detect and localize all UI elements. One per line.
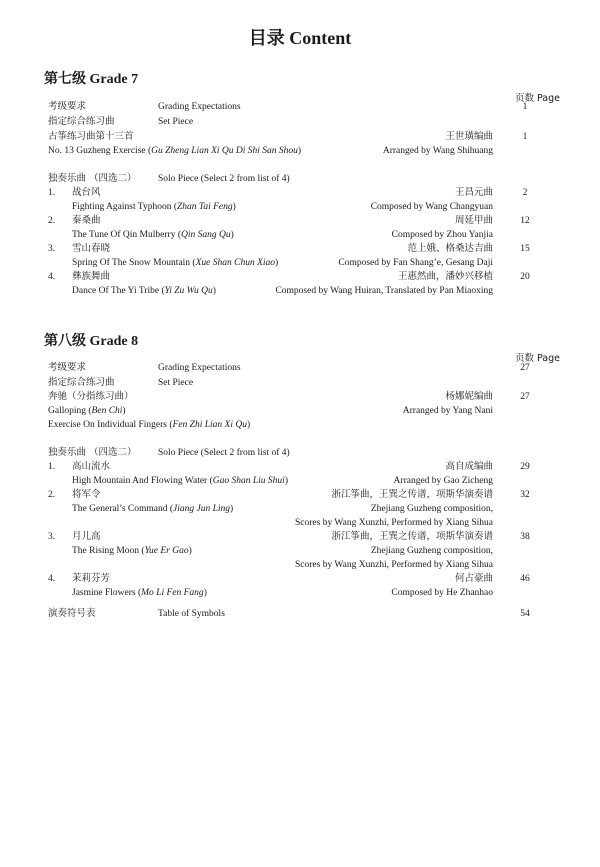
toc-row-set-piece-en [0,404,600,418]
credit-en-line2: Scores by Wang Xunzhi, Performed by Xiang Sihua [295,518,493,528]
toc-row-solo[interactable] [0,186,600,200]
toc-row-solo[interactable] [0,460,600,474]
grading-zh: 考级要求 [48,362,87,373]
item-number: 4. [48,574,56,584]
page-number: 2 [522,188,528,198]
grade-8-heading: 第八级 Grade 8 [44,334,139,349]
piece-title-en: Spring Of The Snow Mountain (Xue Shan Chun Xiao) [72,258,279,268]
piece-title-en: The Rising Moon (Yue Er Gao) [72,546,192,556]
toc-row-grading[interactable] [0,100,600,114]
credit-zh: 高自成编曲 [445,461,493,472]
toc-row-solo[interactable] [0,530,600,544]
item-number: 1. [48,188,56,198]
page-title: 目录 Content [248,28,352,48]
piece-title-zh: 将军令 [72,489,101,500]
credit-zh: 周延甲曲 [454,215,493,226]
piece-title-en: The General’s Command (Jiang Jun Ling) [72,504,234,514]
toc-row-solo-en [0,200,600,214]
page-number: 15 [520,244,530,254]
piece-title-en: Galloping (Ben Chi) [48,406,126,416]
page-number: 54 [520,609,530,619]
piece-title-en: Jasmine Flowers (Mo Li Fen Fang) [72,588,207,598]
piece-title-zh: 古筝练习曲第十三首 [48,131,134,142]
toc-row-solo[interactable] [0,242,600,256]
grading-en: Grading Expectations [158,102,241,112]
credit-zh: 王昌元曲 [454,187,493,198]
piece-title-zh: 雪山春晓 [72,243,111,254]
toc-row-solo[interactable] [0,572,600,586]
solo-zh: 独奏乐曲 （四选二） [48,447,137,458]
toc-row-solo-en [0,474,600,488]
set-piece-en: Set Piece [158,117,194,127]
toc-row-symbols[interactable] [0,607,600,621]
credit-en: Composed by Fan Shang’e, Gesang Daji [338,258,493,268]
piece-title-zh: 奔驰（分指练习曲） [48,391,134,402]
credit-en-line2: Scores by Wang Xunzhi, Performed by Xiang Sihua [295,560,493,570]
item-number: 2. [48,216,56,226]
solo-en: Solo Piece (Select 2 from list of 4) [158,174,290,184]
piece-title-zh: 秦桑曲 [72,215,101,226]
grade-7-heading: 第七级 Grade 7 [44,72,139,87]
toc-row-set-piece-label [0,376,600,390]
piece-subtitle-en: Exercise On Individual Fingers (Fen Zhi Lian Xi Qu) [48,420,251,430]
page-column-header: 页数 Page [514,93,560,104]
piece-title-zh: 月儿高 [72,531,101,542]
credit-en: Composed by Zhou Yanjia [391,230,493,240]
piece-title-zh: 战台风 [72,187,101,198]
toc-row-solo-en2 [0,516,600,530]
piece-title-en: Fighting Against Typhoon (Zhan Tai Feng) [72,202,236,212]
item-number: 3. [48,532,56,542]
page-number: 1 [522,132,528,142]
toc-row-grading[interactable] [0,361,600,375]
credit-en: Arranged by Wang Shihuang [382,146,493,156]
item-number: 1. [48,462,56,472]
toc-row-solo[interactable] [0,270,600,284]
toc-row-solo-en [0,586,600,600]
page-number: 20 [520,272,530,282]
toc-row-set-piece-label [0,115,600,129]
page-number: 38 [520,532,530,542]
credit-en: Zhejiang Guzheng composition, [370,504,493,514]
piece-title-zh: 彝族舞曲 [72,271,111,282]
item-number: 3. [48,244,56,254]
toc-row-solo-en [0,284,600,298]
credit-zh: 何占豪曲 [454,573,493,584]
item-number: 4. [48,272,56,282]
credit-zh: 王世璜编曲 [445,131,493,142]
set-piece-en: Set Piece [158,378,194,388]
page-column-header: 页数 Page [514,353,560,364]
toc-row-set-piece-en2 [0,418,600,432]
page-number: 32 [520,490,530,500]
piece-title-en: Dance Of The Yi Tribe (Yi Zu Wu Qu) [72,286,216,296]
credit-en: Arranged by Yang Nani [402,406,493,416]
page-number: 1 [522,102,528,112]
toc-row-solo-label [0,446,600,460]
page-number: 46 [520,574,530,584]
credit-en: Composed by He Zhanhao [391,588,493,598]
symbols-en: Table of Symbols [158,609,225,619]
piece-title-zh: 茉莉芬芳 [72,573,111,584]
piece-title-en: No. 13 Guzheng Exercise (Gu Zheng Lian Xi Qu Di Shi San Shou) [48,146,302,156]
grading-zh: 考级要求 [48,101,87,112]
page-number: 29 [520,462,530,472]
credit-en: Composed by Wang Changyuan [370,202,493,212]
toc-row-solo-label [0,172,600,186]
credit-zh: 浙江筝曲，王巽之传谱，项斯华演奏谱 [331,489,493,500]
credit-zh: 杨娜妮编曲 [445,391,493,402]
set-piece-zh: 指定综合练习曲 [48,377,115,388]
credit-en: Arranged by Gao Zicheng [393,476,493,486]
page-number: 27 [520,363,530,373]
credit-zh: 王惠然曲，潘妙兴移植 [397,271,493,282]
page-number: 12 [520,216,530,226]
credit-en: Composed by Wang Huiran, Translated by Pan Miaoxing [275,286,493,296]
toc-row-set-piece[interactable] [0,130,600,144]
grading-en: Grading Expectations [158,363,241,373]
piece-title-en: The Tune Of Qin Mulberry (Qin Sang Qu) [72,230,234,240]
page-number: 27 [520,392,530,402]
toc-row-set-piece[interactable] [0,390,600,404]
toc-row-solo-en [0,256,600,270]
toc-row-set-piece-en [0,144,600,158]
credit-zh: 浙江筝曲，王巽之传谱，项斯华演奏谱 [331,531,493,542]
toc-row-solo[interactable] [0,214,600,228]
piece-title-en: High Mountain And Flowing Water (Gao Shan Liu Shui) [72,476,288,486]
toc-row-solo-en [0,228,600,242]
solo-en: Solo Piece (Select 2 from list of 4) [158,448,290,458]
toc-row-solo-en [0,544,600,558]
toc-row-solo-en2 [0,558,600,572]
toc-row-solo[interactable] [0,488,600,502]
item-number: 2. [48,490,56,500]
toc-row-solo-en [0,502,600,516]
piece-title-zh: 高山流水 [72,461,111,472]
symbols-zh: 演奏符号表 [48,608,96,619]
credit-zh: 范上娥、格桑达吉曲 [407,243,493,254]
solo-zh: 独奏乐曲 （四选二） [48,173,137,184]
set-piece-zh: 指定综合练习曲 [48,116,115,127]
credit-en: Zhejiang Guzheng composition, [370,546,493,556]
